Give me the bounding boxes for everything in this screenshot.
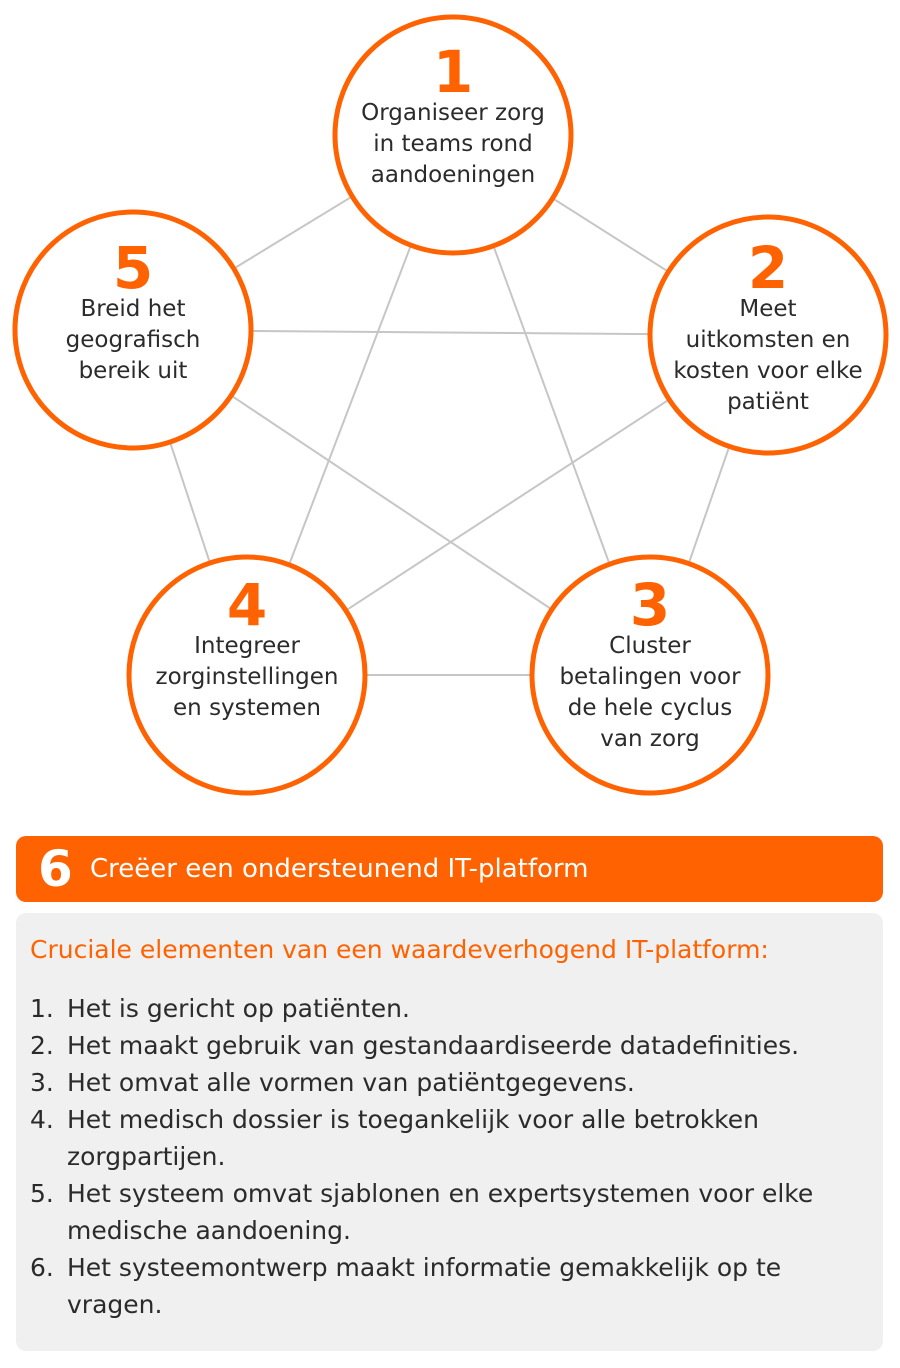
node-label-line: en systemen — [173, 695, 321, 721]
node-label-line: de hele cyclus — [567, 695, 733, 721]
agenda-node-4 — [129, 557, 365, 793]
panel-title: Cruciale elementen van een waardeverhogend IT-platform: — [30, 935, 769, 964]
agenda-node-1 — [335, 17, 571, 253]
banner-label: Creëer een ondersteunend IT-platform — [90, 854, 589, 884]
list-item — [30, 1175, 869, 1249]
node-label-line: geografisch — [65, 327, 201, 353]
banner-number: 6 — [38, 840, 73, 898]
node-number: 1 — [432, 38, 474, 106]
node-label-line: Breid het — [80, 296, 186, 322]
list-item-number: 2. — [30, 1031, 54, 1060]
node-number: 2 — [747, 234, 789, 302]
node-label-line: bereik uit — [78, 358, 188, 384]
list-item-text: Het is gericht op patiënten. — [67, 994, 410, 1023]
node-label-line: aandoeningen — [370, 162, 536, 188]
node-label-line: in teams rond — [373, 131, 533, 157]
node-number: 3 — [629, 571, 671, 639]
node-number: 4 — [226, 571, 268, 639]
list-item — [30, 1101, 869, 1175]
list-item-number: 5. — [30, 1179, 54, 1208]
list-item — [30, 1027, 869, 1064]
list-item-text: Het systeem omvat sjablonen en expertsystemen voor elke medische aandoening. — [67, 1179, 814, 1245]
node-label-line: zorginstellingen — [155, 664, 339, 690]
node-label-line: van zorg — [600, 726, 700, 752]
list-item-number: 3. — [30, 1068, 54, 1097]
node-label-line: patiënt — [727, 389, 809, 415]
agenda-node-5 — [15, 212, 251, 448]
node-label-line: kosten voor elke — [673, 358, 863, 384]
node-number: 5 — [112, 234, 154, 302]
list-item-number: 6. — [30, 1253, 54, 1282]
list-item — [30, 1064, 869, 1101]
list-item-number: 4. — [30, 1105, 54, 1134]
list-item-text: Het omvat alle vormen van patiëntgegevens. — [67, 1068, 635, 1097]
agenda-node-2 — [650, 217, 886, 453]
node-label-line: Meet — [739, 296, 797, 322]
node-label-line: betalingen voor — [559, 664, 741, 690]
agenda-node-3 — [532, 557, 768, 793]
node-label-line: uitkomsten en — [685, 327, 851, 353]
list-item — [30, 990, 869, 1027]
list-item-number: 1. — [30, 994, 54, 1023]
list-item — [30, 1249, 869, 1323]
list-item-text: Het maakt gebruik van gestandaardiseerde datadefinities. — [67, 1031, 800, 1060]
it-platform-elements-panel — [16, 913, 883, 1351]
it-platform-banner — [16, 836, 883, 902]
list-item-text: Het medisch dossier is toegankelijk voor alle betrokken zorgpartijen. — [67, 1105, 759, 1171]
elements-list — [30, 990, 869, 1323]
node-label-line: Cluster — [609, 633, 691, 659]
agenda-nodes — [15, 17, 886, 793]
node-label-line: Integreer — [194, 633, 300, 659]
node-label-line: Organiseer zorg — [361, 100, 545, 126]
list-item-text: Het systeemontwerp maakt informatie gemakkelijk op te vragen. — [67, 1253, 782, 1319]
